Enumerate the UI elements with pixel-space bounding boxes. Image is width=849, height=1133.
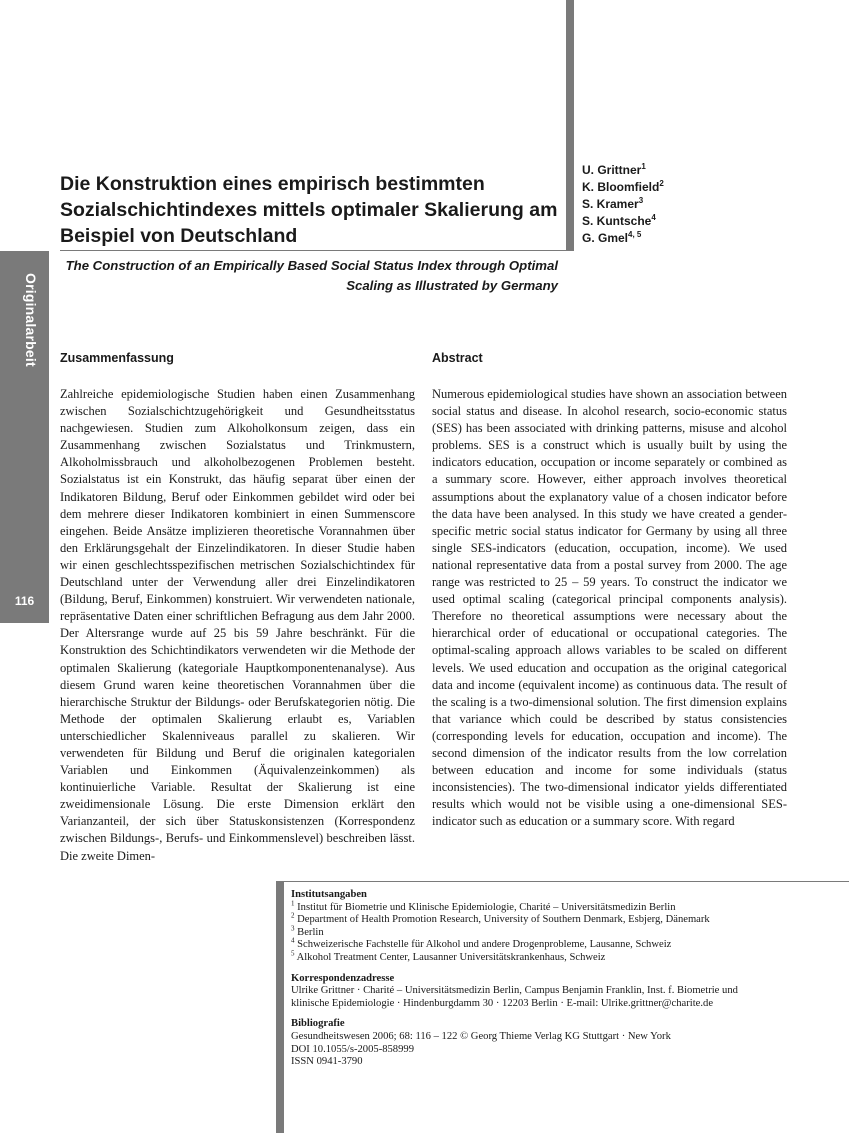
decorative-top-bar xyxy=(566,0,574,251)
article-info-box xyxy=(276,881,849,1133)
correspondence-section xyxy=(291,973,831,1011)
author-list xyxy=(582,162,664,247)
institutions-section xyxy=(291,889,831,965)
institution-item: $^4$ Schweizerische Fachstelle für Alkohol und andere Drogenprobleme, Lausanne, Schweiz xyxy=(291,936,672,951)
correspondence-line: Ulrike Grittner · Charité – Universitätsmedizin Berlin, Campus Benjamin Franklin, Inst. f. Biometrie und xyxy=(291,985,738,997)
zusammenfassung-column xyxy=(60,350,415,865)
bibliography-section xyxy=(291,1018,831,1068)
title-rule xyxy=(60,250,574,251)
zusammenfassung-text: Zahlreiche epidemiologische Studien haben einen Zusammenhang zwischen Sozialschichtzugehörigkeit und Gesundheitsstatus nachgewiesen. Studien zum Alkoholkonsum zeigen, dass ein Zusammenhang zwischen Sozialstatus und Trinkmustern, Alkoholmissbrauch und alkoholbezogenen Problemen besteht. Sozialstatus ist ein Konstrukt, das häufig separat über einen der Indikatoren Bildung, Beruf oder Einkommen gebildet wird oder bei dem mehrere dieser Indikatoren kombiniert in einen Summenscore eingehen. Beide Ansätze implizieren theoretische Vorannahmen über den Erklärungsgehalt der Einzelindikatoren. In dieser Studie haben wir einen geschlechtsspezifischen metrischen Sozialschichtindex für Deutschland unter der Verwendung aller drei Einzelindikatoren (Bildung, Beruf, Einkommen) konstruiert. Wir verwendeten nationale, repräsentative Daten einer schriftlichen Befragung aus dem Jahr 2000. Der Altersrange wurde auf 25 bis 59 Jahre beschränkt. Für die Konstruktion des Schichtindikators verwendeten wir die Methode der optimalen Skalierung (kategoriale Hauptkomponentenanalyse). Aus diesem Grund waren keine theoretischen Vorannahmen über die hierarchische Struktur der Bildungs- oder Berufskategorien nötig. Die Methode der optimalen Skalierung erlaubt es, Variablen unterschiedlicher Skalenniveaus parallel zu skalieren. Wir verwendeten für Bildung und Beruf die originalen kategorialen Variablen und Einkommen (Äquivalenzeinkommen) als kontinuierliche Variable. Resultat der Skalierung ist eine zweidimensionale Lösung. Die erste Dimension erklärt den Varianzanteil, der sich über Statuskonsistenzen (Korrespondenz zwischen Bildungs-, Berufs- und Einkommenslevel) beschreiben lässt. Die zweite Dimen- xyxy=(60,387,415,863)
article-subtitle: The Construction of an Empirically Based Social Status Index through Optimal Scaling as Illustrated by Germany xyxy=(65,258,558,293)
bibliography-line: Gesundheitswesen 2006; 68: 116 – 122 © Georg Thieme Verlag KG Stuttgart · New York xyxy=(291,1030,671,1042)
institutions-heading: Institutsangaben xyxy=(291,889,367,900)
info-box-bar xyxy=(276,882,284,1133)
institution-item: $^1$ Institut für Biometrie und Klinische Epidemiologie, Charité – Universitätsmedizin Berlin xyxy=(291,899,676,913)
bibliography-heading: Bibliografie xyxy=(291,1018,345,1030)
abstract-column xyxy=(432,350,787,830)
bibliography-doi: DOI 10.1055/s-2005-858999 xyxy=(291,1043,414,1055)
bibliography-issn: ISSN 0941-3790 xyxy=(291,1056,363,1068)
correspondence-heading: Korrespondenzadresse xyxy=(291,972,395,984)
section-tab xyxy=(0,251,49,623)
section-tab-label: Originalarbeit xyxy=(23,273,39,367)
abstract-text: Numerous epidemiological studies have shown an association between social status and disease. In alcohol research, socio-economic status (SES) has been associated with drinking patterns, misuse and alcohol problems. SES is a construct which is usually built by using the indicators education, occupation or income separately or combined as a summary score. However, either approach involves theoretical assumptions about the explanatory value of a chosen indicator before the data have been analysed. In this study we have created a gender-specific metric social status indicator for Germany by using all three single SES-indicators (education, occupation, income). We used national representative data from a postal survey from 2000. The age range was restricted to 25 – 59 years. To construct the indicator we used optimal scaling (categorical principal components analysis). Therefore no theoretical assumptions were necessary about the hierarchical order of educational or occupational categories. The optimal-scaling approach allows variables to be scaled on different levels. We used education and occupation as the original categorical data and income (equivalent income) as continuous data. The result of the scaling is a two-dimensional solution. The first dimension explains that variance which could be described by status consistencies (corresponding levels for education, occupation and income). The second dimension of the indicator results from the low correlation between education and income for some individuals (status inconsistencies). The two-dimensional indicator yields differentiated results which would not be visible using a one-dimensional SES-indicator such as education or a summary score. With regard xyxy=(432,387,787,829)
author-item: G. Gmel$^{4, 5}$ xyxy=(582,230,642,245)
abstract-heading: Abstract xyxy=(432,351,483,365)
author-item: K. Bloomfield$^2$ xyxy=(582,179,664,194)
institution-item: $^2$ Department of Health Promotion Research, University of Southern Denmark, Esbjerg, Dänemark xyxy=(291,911,710,926)
article-title: Die Konstruktion eines empirisch bestimmten Sozialschichtindexes mittels optimaler Skalierung am Beispiel von Deutschland xyxy=(60,173,558,247)
correspondence-line: klinische Epidemiologie · Hindenburgdamm 30 · 12203 Berlin · E-mail: Ulrike.grittner@charite.de xyxy=(291,997,714,1009)
author-item: S. Kuntsche$^4$ xyxy=(582,213,656,228)
author-item: U. Grittner$^1$ xyxy=(582,162,646,177)
institution-item: $^5$ Alkohol Treatment Center, Lausanner Universitätskrankenhaus, Schweiz xyxy=(291,949,606,963)
institution-item: $^3$ Berlin xyxy=(291,924,324,938)
zusammenfassung-heading: Zusammenfassung xyxy=(60,351,174,365)
author-item: S. Kramer$^3$ xyxy=(582,196,644,211)
page-number: 116 xyxy=(14,594,35,608)
